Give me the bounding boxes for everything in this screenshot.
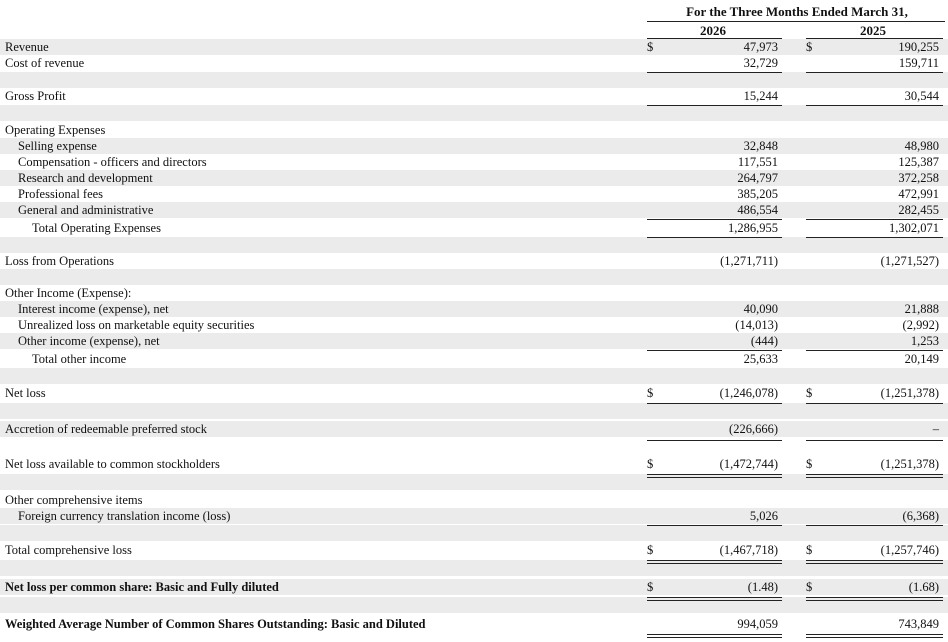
table-row-loss-from-operations <box>0 253 948 269</box>
value-2026: (226,666) <box>729 422 778 436</box>
value-2026: 25,633 <box>743 352 778 366</box>
value-2026: 994,059 <box>737 617 778 631</box>
table-row-other-comprehensive-items <box>0 492 948 508</box>
shade-band <box>0 368 948 384</box>
value-2025: (1,271,527) <box>880 254 939 268</box>
value-2025: (6,368) <box>902 509 939 523</box>
row-label: Total comprehensive loss <box>5 543 132 557</box>
row-label: Other Income (Expense): <box>5 286 132 300</box>
dollar-sign: $ <box>647 580 654 594</box>
dollar-sign: $ <box>806 543 813 557</box>
value-2025 <box>815 492 939 508</box>
table-row-compensation <box>0 154 948 170</box>
value-2026: 32,729 <box>743 56 778 70</box>
table-row-foreign-currency <box>0 508 948 524</box>
value-2025: (1.68) <box>908 580 939 594</box>
value-2026 <box>660 285 778 301</box>
value-2025: (1,257,746) <box>880 543 939 557</box>
value-2025: 472,991 <box>898 187 939 201</box>
total-double-rule <box>647 474 782 478</box>
value-2026 <box>660 492 778 508</box>
table-row-gross-profit <box>0 88 948 104</box>
value-2026: (1,271,711) <box>720 254 778 268</box>
value-2025: 20,149 <box>904 352 939 366</box>
value-2026: 385,205 <box>737 187 778 201</box>
subtotal-rule <box>647 237 782 238</box>
row-label: Gross Profit <box>5 89 66 103</box>
total-double-rule <box>806 560 943 564</box>
table-row-total-comprehensive-loss <box>0 542 948 558</box>
value-2025: (2,992) <box>902 318 939 332</box>
shade-band <box>0 269 948 285</box>
value-2025: 282,455 <box>898 203 939 217</box>
subtotal-rule <box>806 350 943 351</box>
dollar-sign: $ <box>647 386 654 400</box>
value-2026: 15,244 <box>743 89 778 103</box>
subtotal-rule <box>647 440 782 441</box>
table-row-g-and-a <box>0 202 948 218</box>
value-2025: 48,980 <box>904 139 939 153</box>
row-label: Net loss per common share: Basic and Fully diluted <box>5 580 279 594</box>
table-row-r-and-d <box>0 170 948 186</box>
table-row-professional-fees <box>0 186 948 202</box>
subtotal-rule <box>806 403 943 404</box>
value-2026: (14,013) <box>735 318 778 332</box>
subtotal-rule <box>647 105 782 106</box>
row-label: Compensation - officers and directors <box>18 155 207 169</box>
value-2025: 372,258 <box>898 171 939 185</box>
value-2026: 32,848 <box>743 139 778 153</box>
subtotal-rule <box>806 440 943 441</box>
dollar-sign: $ <box>806 40 813 54</box>
header-rule <box>647 21 945 22</box>
table-row-selling-expense <box>0 138 948 154</box>
period-header: For the Three Months Ended March 31, <box>686 4 908 19</box>
table-row-operating-expenses <box>0 122 948 138</box>
row-label: Accretion of redeemable preferred stock <box>5 422 207 436</box>
value-2025 <box>815 285 939 301</box>
table-row-total-other-income <box>0 351 948 367</box>
value-2026: 5,026 <box>749 509 778 523</box>
total-double-rule <box>806 634 943 638</box>
row-label: Revenue <box>5 40 49 54</box>
value-2025: – <box>932 422 939 436</box>
value-2026: (444) <box>750 334 778 348</box>
value-2025: 30,544 <box>904 89 939 103</box>
value-2025 <box>815 122 939 138</box>
subtotal-rule <box>647 350 782 351</box>
subtotal-rule <box>806 105 943 106</box>
value-2025: 125,387 <box>898 155 939 169</box>
dollar-sign: $ <box>806 386 813 400</box>
row-label: General and administrative <box>18 203 154 217</box>
row-label: Cost of revenue <box>5 56 85 70</box>
value-2025: 190,255 <box>898 40 939 54</box>
table-row-net-loss-per-share <box>0 579 948 595</box>
table-row-revenue <box>0 39 948 55</box>
subtotal-rule <box>806 525 943 526</box>
value-2025: (1,251,378) <box>880 386 939 400</box>
row-label: Loss from Operations <box>5 254 115 268</box>
row-label: Foreign currency translation income (loss) <box>18 509 231 523</box>
value-2026: (1.48) <box>747 580 778 594</box>
table-row-cost-of-revenue <box>0 55 948 71</box>
row-label: Interest income (expense), net <box>18 302 169 316</box>
table-row-other-income-expense <box>0 285 948 301</box>
dollar-sign: $ <box>806 457 813 471</box>
shade-band <box>0 72 948 88</box>
shade-band <box>0 237 948 253</box>
value-2025: 21,888 <box>904 302 939 316</box>
year-2025-header: 2025 <box>860 23 886 38</box>
value-2025: 1,302,071 <box>889 221 939 235</box>
row-label: Weighted Average Number of Common Shares Outstanding: Basic and Diluted <box>5 617 426 631</box>
row-label: Other comprehensive items <box>5 493 143 507</box>
row-label: Total Operating Expenses <box>32 221 161 235</box>
table-row-net-loss <box>0 385 948 401</box>
shade-band <box>0 403 948 419</box>
value-2025: 159,711 <box>898 56 939 70</box>
value-2026: 40,090 <box>743 302 778 316</box>
value-2026: (1,467,718) <box>719 543 778 557</box>
row-label: Research and development <box>18 171 153 185</box>
value-2025: 743,849 <box>898 617 939 631</box>
subtotal-rule <box>806 72 943 73</box>
total-double-rule <box>647 597 782 601</box>
shade-band <box>0 105 948 121</box>
table-row-weighted-average-shares <box>0 616 948 632</box>
value-2026: (1,472,744) <box>719 457 778 471</box>
table-row-total-operating-expenses <box>0 220 948 236</box>
value-2026: 264,797 <box>737 171 778 185</box>
row-label: Total other income <box>32 352 127 366</box>
value-2026 <box>660 122 778 138</box>
row-label: Net loss available to common stockholders <box>5 457 220 471</box>
total-double-rule <box>647 560 782 564</box>
row-label: Net loss <box>5 386 46 400</box>
dollar-sign: $ <box>647 457 654 471</box>
value-2026: 117,551 <box>737 155 778 169</box>
subtotal-rule <box>647 219 782 220</box>
row-label: Unrealized loss on marketable equity securities <box>18 318 255 332</box>
dollar-sign: $ <box>806 580 813 594</box>
value-2026: (1,246,078) <box>719 386 778 400</box>
row-label: Operating Expenses <box>5 123 106 137</box>
value-2025: 1,253 <box>910 334 939 348</box>
row-label: Selling expense <box>18 139 97 153</box>
total-double-rule <box>806 597 943 601</box>
value-2026: 486,554 <box>737 203 778 217</box>
row-label: Other income (expense), net <box>18 334 160 348</box>
total-double-rule <box>806 474 943 478</box>
total-double-rule <box>647 634 782 638</box>
dollar-sign: $ <box>647 543 654 557</box>
table-row-interest-income <box>0 301 948 317</box>
shade-band <box>0 525 948 541</box>
table-row-unrealized-loss <box>0 317 948 333</box>
subtotal-rule <box>647 403 782 404</box>
value-2026: 1,286,955 <box>728 221 778 235</box>
table-row-net-loss-common <box>0 456 948 472</box>
value-2026: 47,973 <box>743 40 778 54</box>
subtotal-rule <box>647 525 782 526</box>
table-row-accretion <box>0 421 948 437</box>
dollar-sign: $ <box>647 40 654 54</box>
value-2025: (1,251,378) <box>880 457 939 471</box>
row-label: Professional fees <box>18 187 104 201</box>
year-2026-header: 2026 <box>700 23 726 38</box>
table-row-other-income-net <box>0 333 948 349</box>
subtotal-rule <box>806 237 943 238</box>
subtotal-rule <box>806 219 943 220</box>
subtotal-rule <box>647 72 782 73</box>
